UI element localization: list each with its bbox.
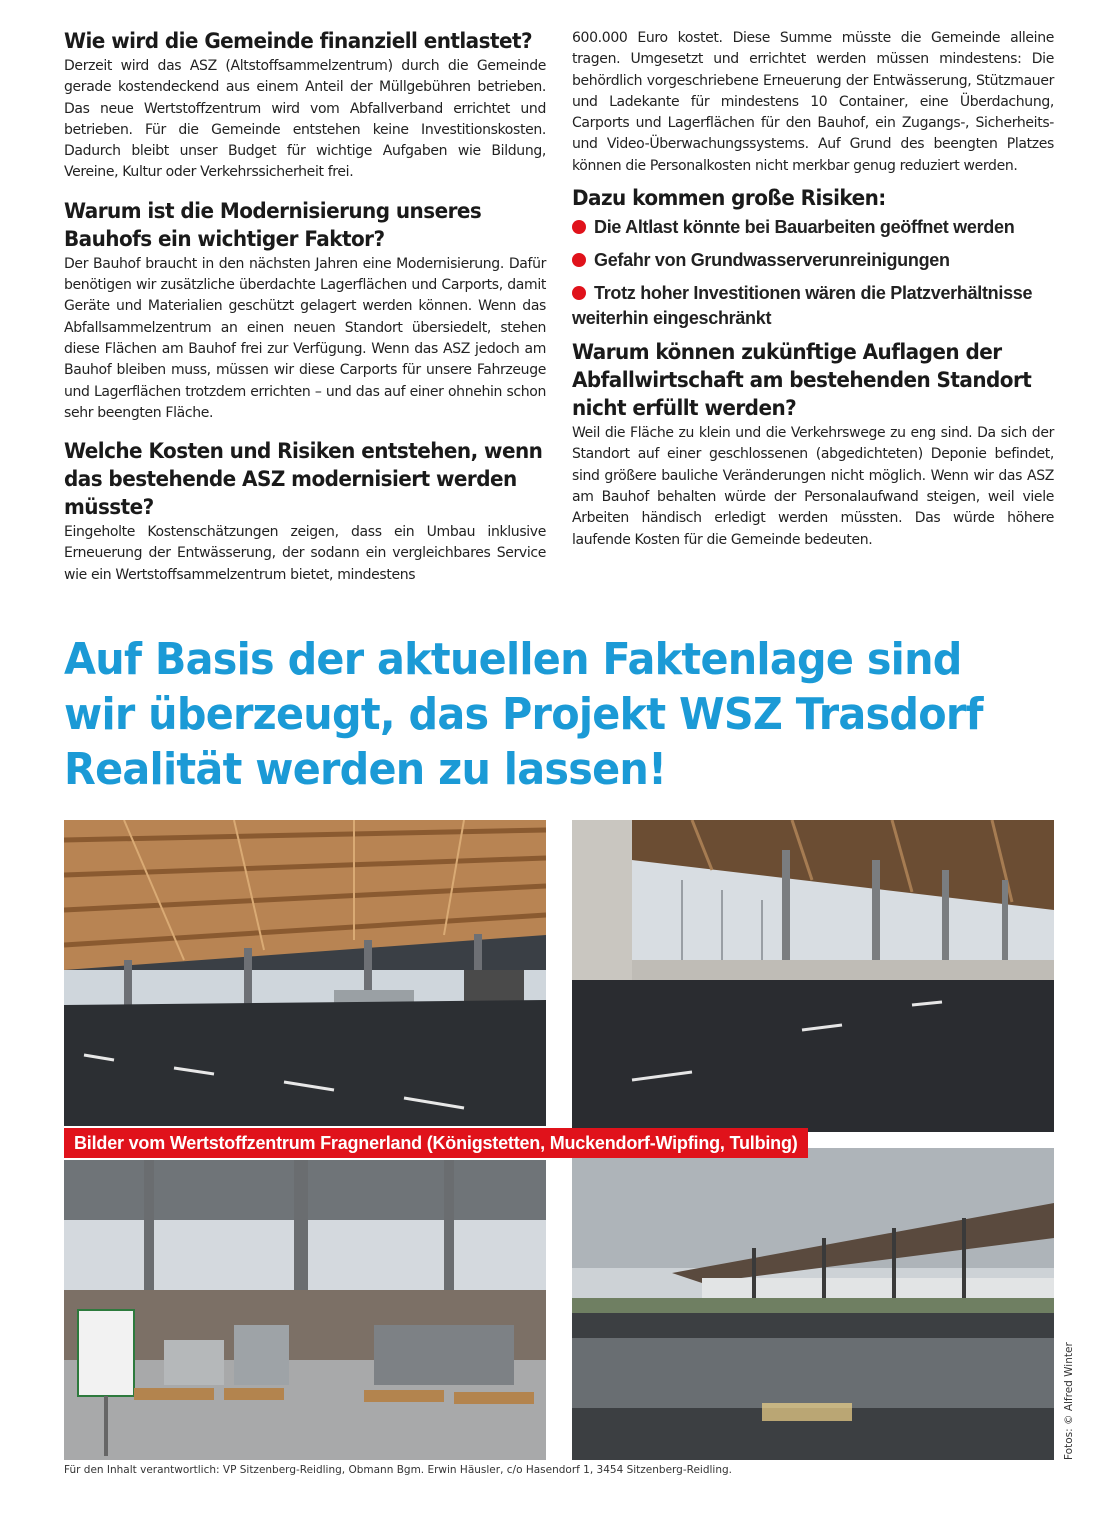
photo-open-hall: [572, 820, 1054, 1132]
photo-exterior: [572, 1148, 1054, 1460]
section-title-future-requirements: Warum können zukünftige Auflagen der Abfallwirtschaft am bestehenden Standort nicht erfüllt werden?: [572, 340, 1032, 422]
right-column: [572, 28, 1054, 551]
photo-caption-banner: Bilder vom Wertstoffzentrum Fragnerland (Königstetten, Muckendorf-Wipfing, Tulbing): [64, 1128, 808, 1158]
risk-item: Trotz hoher Investitionen wären die Platzverhältnisse weiterhin eingeschränkt: [572, 283, 1033, 329]
photo-hall-interior-1: [64, 820, 546, 1126]
risk-item: Die Altlast könnte bei Bauarbeiten geöffnet werden: [572, 215, 1054, 240]
risk-item: Gefahr von Grundwasserverunreinigungen: [572, 248, 1054, 273]
section-text-costs-continued: 600.000 Euro kostet. Diese Summe müsste die Gemeinde alleine tragen. Umgesetzt und errichtet werden müssen mindestens: Die behördlich vorgeschriebene Erneuerung der Entwässerung, Stützmauer und Ladekante für mindestens 10 Container, eine Überdachung, Carports und Lagerflächen für den Bauhof, ein Zugangs-, Sicherheits- und Video-Überwachungssystems. Auf Grund des beengten Platzes können die Personalkosten nicht merkbar genug reduziert werden.: [572, 30, 1054, 174]
red-bullet-icon: [572, 286, 586, 300]
red-bullet-icon: [572, 253, 586, 267]
section-title-financial-relief: Wie wird die Gemeinde finanziell entlastet?: [64, 29, 532, 54]
risks-title: Dazu kommen große Risiken:: [572, 186, 886, 212]
section-title-bauhof-modernisation: Warum ist die Modernisierung unseres Bauhofs ein wichtiger Faktor?: [64, 198, 482, 252]
photo-credit: Fotos: © Alfred Winter: [1063, 1342, 1075, 1460]
imprint-footer: Für den Inhalt verantwortlich: VP Sitzenberg-Reidling, Obmann Bgm. Erwin Häusler, c/o Hasendorf 1, 3454 Sitzenberg-Reidling.: [64, 1464, 732, 1476]
section-text-future-requirements: Weil die Fläche zu klein und die Verkehrswege zu eng sind. Da sich der Standort auf einer geschlossenen (abgedichteten) Deponie befindet, sind größere bauliche Veränderungen nicht möglich. Wenn wir das ASZ am Bauhof behalten würde der Personalaufwand steigen, weil viele Arbeiten händisch erledigt werden müssten. Das würde höhere laufende Kosten für die Gemeinde bedeuten.: [572, 425, 1054, 548]
main-headline: Auf Basis der aktuellen Faktenlage sind wir überzeugt, das Projekt WSZ Trasdorf Realität werden zu lassen!: [64, 634, 983, 795]
section-text-bauhof-modernisation: Der Bauhof braucht in den nächsten Jahren eine Modernisierung. Dafür benötigen wir zusätzliche überdachte Lagerflächen und Carports, damit Geräte und Materialien geschützt gelagert werden können. Wenn das Abfallsammelzentrum an einen neuen Standort übersiedelt, stehen diese Flächen am Bauhof frei zur Verfügung. Wenn das ASZ jedoch am Bauhof bleiben muss, müssen wir diese Carports für unsere Fahrzeuge und Lagerflächen trotzdem errichten – und das auf einer ohnehin schon sehr beengten Fläche.: [64, 255, 546, 421]
photo-hall-pallets: [64, 1160, 546, 1460]
red-bullet-icon: [572, 220, 586, 234]
section-title-costs-risks: Welche Kosten und Risiken entstehen, wenn das bestehende ASZ modernisiert werden müsste?: [64, 439, 543, 521]
left-column: [64, 28, 546, 586]
section-text-costs-risks: Eingeholte Kostenschätzungen zeigen, dass ein Umbau inklusive Erneuerung der Entwässerung, der sodann ein vergleichbares Service wie ein Wertstoffsammelzentrum bietet, mindestens: [64, 524, 546, 583]
section-text-financial-relief: Derzeit wird das ASZ (Altstoffsammelzentrum) durch die Gemeinde gerade kostendeckend aus einem Anteil der Müllgebühren betrieben. Das neue Wertstoffzentrum wird vom Abfallverband errichtet und betrieben. Für die Gemeinde entstehen keine Investitionskosten. Dadurch bleibt unser Budget für wichtige Aufgaben wie Bildung, Vereine, Kultur oder Verkehrssicherheit frei.: [64, 58, 546, 181]
risks-list: [572, 215, 1054, 331]
